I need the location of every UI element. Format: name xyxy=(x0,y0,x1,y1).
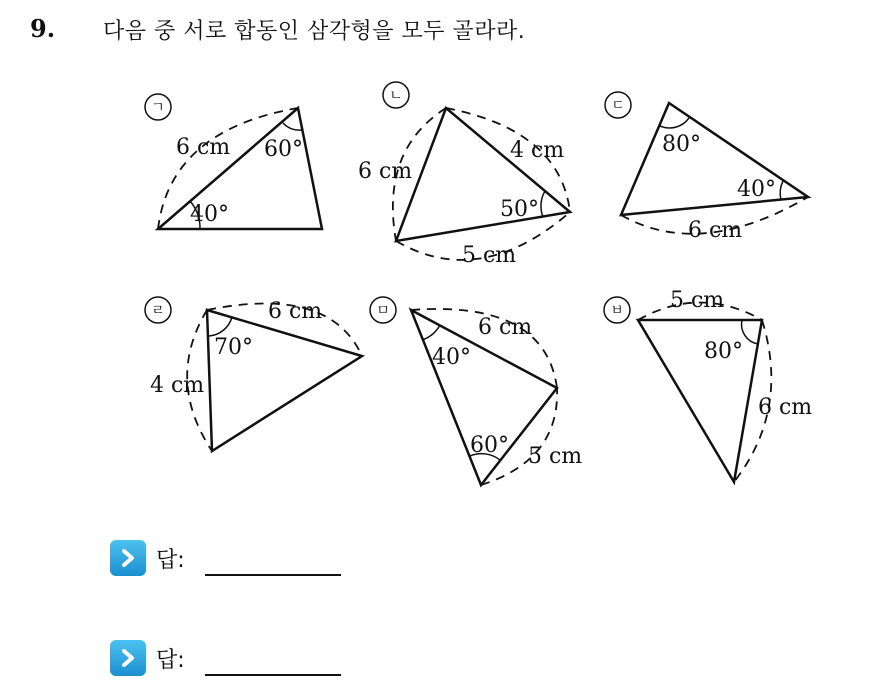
angle-label: 60° xyxy=(264,137,303,162)
side-label: 5 cm xyxy=(462,243,517,268)
figure-marker: ㄱ xyxy=(151,100,165,116)
angle-label: 40° xyxy=(190,202,229,227)
figure-marker: ㄴ xyxy=(389,88,403,104)
side-label: 4 cm xyxy=(150,373,205,398)
chevron-right-icon xyxy=(110,540,146,576)
angle-label: 60° xyxy=(470,433,509,458)
answer-row-1 xyxy=(110,540,341,576)
angle-label: 40° xyxy=(432,345,471,370)
figure-marker: ㅂ xyxy=(610,303,624,319)
side-label: 4 cm xyxy=(510,138,565,163)
question-number: 9. xyxy=(30,14,56,43)
figure-marker: ㄹ xyxy=(151,303,165,319)
figure-rieul xyxy=(145,297,362,451)
side-label: 5 cm xyxy=(528,444,583,469)
angle-label: 80° xyxy=(662,132,701,157)
answer-input-line[interactable] xyxy=(205,674,341,676)
angle-label: 70° xyxy=(214,335,253,360)
answer-row-2 xyxy=(110,640,341,676)
side-label: 5 cm xyxy=(670,288,725,313)
side-label: 6 cm xyxy=(358,159,413,184)
figure-marker: ㅁ xyxy=(376,303,390,319)
answer-input-line[interactable] xyxy=(205,574,341,576)
answer-label: 답: xyxy=(156,547,185,573)
angle-label: 40° xyxy=(737,177,776,202)
question-text: 다음 중 서로 합동인 삼각형을 모두 골라라. xyxy=(103,19,526,44)
side-label: 6 cm xyxy=(758,395,813,420)
figure-marker: ㄷ xyxy=(611,98,625,114)
side-label: 6 cm xyxy=(688,218,743,243)
angle-label: 50° xyxy=(500,197,539,222)
angle-label: 80° xyxy=(704,339,743,364)
chevron-right-icon xyxy=(110,640,146,676)
figure-digeut xyxy=(605,92,808,243)
figure-giyeok xyxy=(145,94,322,229)
side-label: 6 cm xyxy=(478,315,533,340)
figure-bieup xyxy=(604,288,812,482)
side-label: 6 cm xyxy=(176,135,231,160)
figure-mieum xyxy=(370,297,582,485)
figure-nieun xyxy=(358,82,570,268)
answer-label: 답: xyxy=(156,647,185,673)
side-label: 6 cm xyxy=(268,299,323,324)
